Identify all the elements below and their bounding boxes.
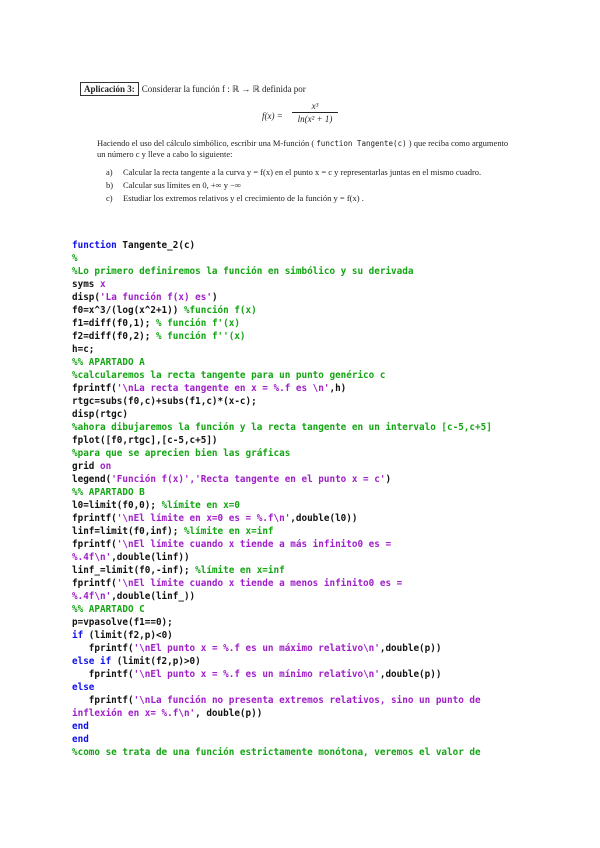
code-text: fprintf( xyxy=(72,578,117,589)
formula-fraction xyxy=(292,100,338,125)
code-comment: % función f''(x) xyxy=(155,331,246,342)
code-text: ,double(l0)) xyxy=(290,513,358,524)
code-line xyxy=(72,395,532,408)
code-keyword: if xyxy=(72,630,84,641)
code-text: f2=diff(f0,2); xyxy=(72,331,156,342)
code-text: f0=x^3/(log(x^2+1)) xyxy=(72,305,184,316)
code-line xyxy=(72,629,532,642)
code-text: fprintf( xyxy=(72,513,117,524)
code-text: fplot([f0,rtgc],[c-5,c+5]) xyxy=(72,435,218,446)
code-line xyxy=(72,356,532,369)
code-string: 'La función f(x) es' xyxy=(100,292,212,303)
code-keyword: function xyxy=(72,240,117,251)
code-text: fprintf( xyxy=(72,695,134,706)
function-signature: function Tangente(c) xyxy=(316,139,407,148)
code-text: f1=diff(f0,1); xyxy=(72,318,156,329)
code-comment: %función f(x) xyxy=(183,305,257,316)
code-line xyxy=(72,538,532,551)
code-line xyxy=(72,603,532,616)
code-line xyxy=(72,447,532,460)
code-text: fprintf( xyxy=(72,669,134,680)
code-string: inflexión en x= %.f\n' xyxy=(72,708,196,719)
code-line xyxy=(72,434,532,447)
code-comment: % xyxy=(72,253,78,264)
code-line xyxy=(72,317,532,330)
code-line xyxy=(72,291,532,304)
code-line xyxy=(72,655,532,668)
code-line xyxy=(72,707,532,720)
code-text: ,h) xyxy=(329,383,347,394)
code-line xyxy=(72,369,532,382)
problem-header xyxy=(80,82,306,96)
code-text: linf=limit(f0,inf); xyxy=(72,526,184,537)
code-text: fprintf( xyxy=(72,539,117,550)
code-line xyxy=(72,265,532,278)
code-line xyxy=(72,239,532,252)
code-string: '\nEl límite en x=0 es = %.f\n' xyxy=(116,513,291,524)
code-string: on xyxy=(100,461,112,472)
code-line xyxy=(72,564,532,577)
code-comment: %como se trata de una función estrictamente monótona, veremos el valor de xyxy=(72,747,481,758)
intro-text-after: ) que reciba como argumento un número c y lleve a cabo lo siguiente: xyxy=(97,138,509,159)
formula-denominator: ln(x² + 1) xyxy=(297,114,333,124)
code-comment: %límite en x=inf xyxy=(183,526,274,537)
code-text: Tangente_2(c) xyxy=(116,240,196,251)
code-line xyxy=(72,278,532,291)
code-comment: %calcularemos la recta tangente para un punto genérico c xyxy=(72,370,386,381)
code-line xyxy=(72,720,532,733)
code-comment: %ahora dibujaremos la función y la recta tangente en un intervalo [c-5,c+5] xyxy=(72,422,492,433)
code-line xyxy=(72,460,532,473)
intro-paragraph xyxy=(97,138,517,160)
code-line xyxy=(72,473,532,486)
code-comment: %% APARTADO C xyxy=(72,604,145,615)
code-line xyxy=(72,733,532,746)
code-text: ,double(linf_)) xyxy=(111,591,196,602)
task-label: b) xyxy=(106,180,114,190)
code-line xyxy=(72,694,532,707)
code-string: x xyxy=(100,279,106,290)
code-text: syms xyxy=(72,279,100,290)
code-string: '\nEl punto x = %.f es un mínimo relativo\n' xyxy=(133,669,380,680)
code-text: ,double(linf)) xyxy=(111,552,190,563)
code-comment: %% APARTADO A xyxy=(72,357,145,368)
code-line xyxy=(72,486,532,499)
code-comment: %Lo primero definiremos la función en simbólico y su derivada xyxy=(72,266,414,277)
code-line xyxy=(72,382,532,395)
task-item xyxy=(106,167,526,178)
code-line xyxy=(72,421,532,434)
intro-text-before: Haciendo el uso del cálculo simbólico, escribir una M-función ( xyxy=(97,138,315,148)
code-string: 'Función f(x)','Recta tangente en el punto x = c' xyxy=(111,474,386,485)
code-text: ) xyxy=(385,474,392,485)
code-text: ) xyxy=(211,292,218,303)
code-text: grid xyxy=(72,461,100,472)
code-text: , double(p)) xyxy=(195,708,263,719)
application-label: Aplicación 3: xyxy=(80,82,139,96)
code-line xyxy=(72,252,532,265)
code-line xyxy=(72,499,532,512)
code-line xyxy=(72,525,532,538)
code-comment: %límite en x=inf xyxy=(195,565,285,576)
problem-statement: Considerar la función f : ℝ → ℝ definida por xyxy=(141,84,306,94)
code-text: legend( xyxy=(72,474,112,485)
task-text: Estudiar los extremos relativos y el crecimiento de la función y = f(x) . xyxy=(123,193,364,203)
code-string: '\nEl límite cuando x tiende a más infinito0 es = xyxy=(116,539,392,550)
code-text: (limit(f2,p)<0) xyxy=(83,630,173,641)
code-line xyxy=(72,512,532,525)
code-text: ,double(p)) xyxy=(379,669,442,680)
formula-numerator: x³ xyxy=(311,101,319,111)
code-comment: %para que se aprecien bien las gráficas xyxy=(72,448,291,459)
code-keyword: else if xyxy=(72,656,112,667)
code-text: l0=limit(f0,0); xyxy=(72,500,162,511)
task-text: Calcular sus límites en 0, +∞ y −∞ xyxy=(123,180,242,190)
code-text: h=c; xyxy=(72,344,95,355)
code-string: %.4f\n' xyxy=(72,552,112,563)
code-line xyxy=(72,681,532,694)
task-item xyxy=(106,180,526,191)
code-comment: %% APARTADO B xyxy=(72,487,145,498)
code-line xyxy=(72,668,532,681)
task-list xyxy=(106,167,526,206)
code-line xyxy=(72,616,532,629)
code-line xyxy=(72,330,532,343)
code-text: disp( xyxy=(72,292,100,303)
code-line xyxy=(72,343,532,356)
code-text: rtgc=subs(f0,c)+subs(f1,c)*(x-c); xyxy=(72,396,257,407)
matlab-code-listing xyxy=(72,239,532,759)
code-text: fprintf( xyxy=(72,643,134,654)
task-item xyxy=(106,193,526,204)
code-string: %.4f\n' xyxy=(72,591,112,602)
formula-lhs: f(x) = xyxy=(262,111,283,121)
code-text: disp(rtgc) xyxy=(72,409,128,420)
code-keyword: else xyxy=(72,682,95,693)
code-keyword: end xyxy=(72,734,89,745)
code-line xyxy=(72,590,532,603)
code-string: '\nLa función no presenta extremos relativos, sino un punto de xyxy=(133,695,481,706)
code-string: '\nEl límite cuando x tiende a menos infinito0 es = xyxy=(116,578,403,589)
code-comment: % función f'(x) xyxy=(155,318,240,329)
code-line xyxy=(72,551,532,564)
code-line xyxy=(72,304,532,317)
code-string: '\nLa recta tangente en x = %.f es \n' xyxy=(116,383,330,394)
code-text: (limit(f2,p)>0) xyxy=(111,656,201,667)
code-text: fprintf( xyxy=(72,383,117,394)
code-keyword: end xyxy=(72,721,89,732)
task-label: a) xyxy=(106,167,113,177)
code-string: '\nEl punto x = %.f es un máximo relativo\n' xyxy=(133,643,380,654)
code-text: ,double(p)) xyxy=(379,643,442,654)
task-label: c) xyxy=(106,193,113,203)
code-comment: %límite en x=0 xyxy=(161,500,240,511)
code-line xyxy=(72,746,532,759)
code-line xyxy=(72,577,532,590)
code-line xyxy=(72,642,532,655)
task-text: Calcular la recta tangente a la curva y = f(x) en el punto x = c y representarlas juntas en el mismo cuadro. xyxy=(123,167,482,177)
code-text: linf_=limit(f0,-inf); xyxy=(72,565,196,576)
code-line xyxy=(72,408,532,421)
code-text: p=vpasolve(f1==0); xyxy=(72,617,173,628)
